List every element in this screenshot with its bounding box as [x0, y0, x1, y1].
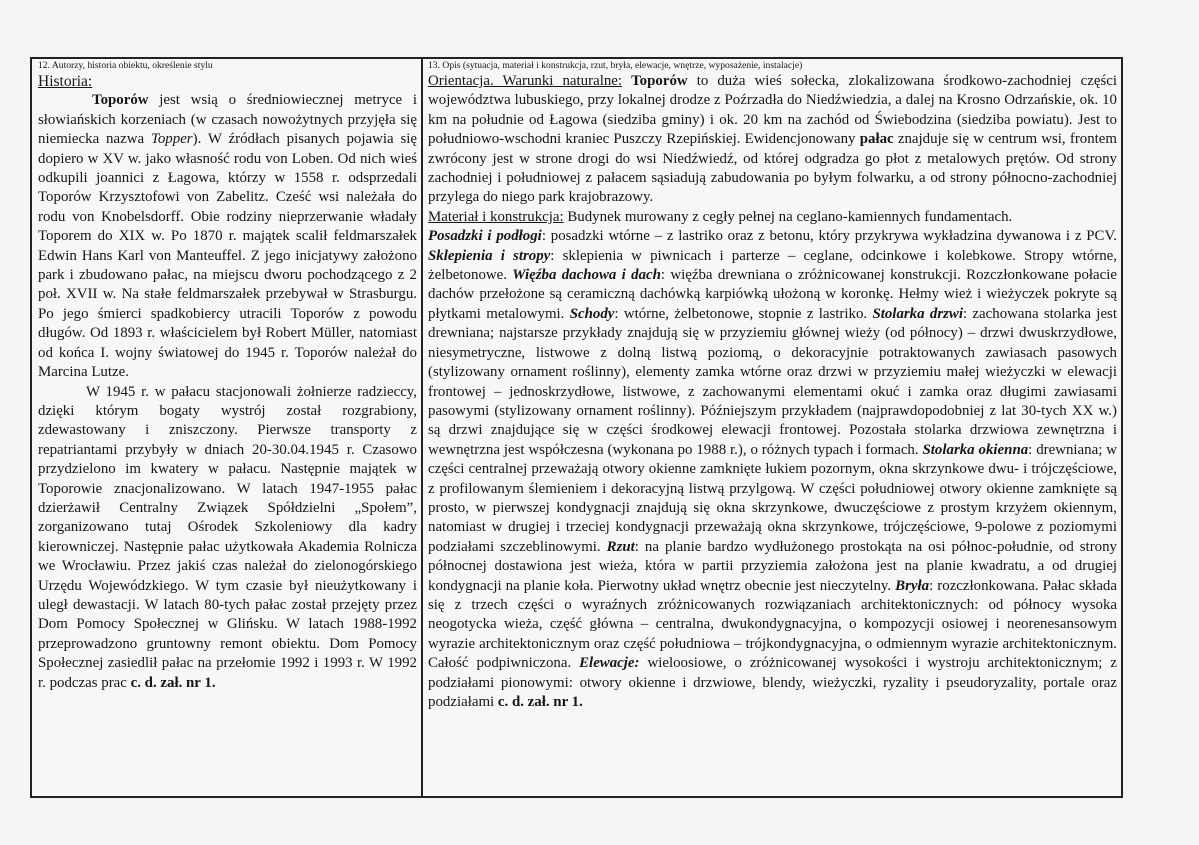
description-header: 13. Opis (sytuacja, materiał i konstrukcja, rzut, bryła, elewacje, wnętrze, wyposażenie, instalacje): [428, 60, 803, 71]
village-name: Toporów: [92, 92, 149, 109]
history-paragraph-1: Toporów jest wsią o średniowiecznej metryce i słowiańskich korzeniach (w czasach nowożytnych przyjęła się niemiecka nazwa Topper). W źródłach pisanych pojawia się dopiero w XV w. jako własność rodu von Loben. Od nich wieś odkupili joannici z Łagowa, którzy w 1558 r. odsprzedali Toporów Krzysztofowi von Zabelitz. Cześć wsi należała do rodu von Knobelsdorff. Obie rodziny nieprzerwanie władały Toporem do XIX w. Po 1870 r. majątek scalił feldmarszałek Edwin Hans Karl von Manteuffel. Z jego inicjatywy założono park i zbudowano pałac, na miejscu dworu pochodzącego z 2 poł. XVII w. Na stałe feldmarszałek przebywał w Strasburgu. Po jego śmierci spadkobiercy utracili Toporów z powodu długów. Od 1893 r. właścicielem był Robert Müller, natomiast od końca I. wojny światowej do 1945 r. Toporów należał do Marcina Lutze.: [38, 92, 418, 381]
description-column: [423, 59, 1121, 796]
history-column: [32, 59, 423, 796]
german-name: Topper: [150, 131, 193, 148]
document-sheet: [30, 57, 1123, 798]
stairs-label: Schody: [569, 305, 615, 322]
windows-label: Stolarka okienna: [922, 441, 1029, 458]
floors-label: Posadzki i podłogi: [428, 228, 542, 245]
history-title: Historia:: [38, 73, 93, 90]
material-paragraph: Materiał i konstrukcja: Budynek murowany z cegły pełnej na ceglano-kamiennych fundamentach.: [428, 208, 1013, 225]
history-paragraph-2: W 1945 r. w pałacu stacjonowali żołnierze radzieccy, dzięki którym bogaty wystrój został rozgrabiony, zdewastowany i zniszczony. Pierwsze transporty z repatriantami przybyły w dniach 20-30.04.1945 r. Czasowo przydzielono im kwatery w pałacu. Następnie majątek w Toporowie znacjonalizowano. W latach 1947-1955 pałac dzierżawił Centralny Związek Spółdzielni „Społem”, zorganizowano tutaj Ośrodek Szkoleniowy dla kadry kierowniczej. Następnie pałac użytkowała Akademia Rolnicza we Wrocławiu. Przez jakiś czas należał do zielonogórskiego Urzędu Wojewódzkiego. W tym czasie był nieużytkowany i uległ dewastacji. W latach 80-tych pałac został przejęty przez Dom Pomocy Społecznej w Glińsku. W latach 1988-1992 przeprowadzono gruntowny remont obiektu. Dom Pomocy Społecznej zasiedlił pałac na przełomie 1992 i 1993 r. W 1992 r. podczas prac c. d. zał. nr 1.: [38, 383, 417, 691]
construction-paragraph: Posadzki i podłogi: posadzki wtórne – z lastriko oraz z betonu, który przykrywa wykładzina dywanowa i z PCV. Sklepienia i stropy: sklepienia w piwnicach i parterze – ceglane, odcinkowe i kolebkowe. Stropy wtórne, żelbetonowe. Więźba dachowa i dach: więźba drewniana o zróżnicowanej konstrukcji. Rozczłonkowane połacie dachów przełożone są ceramiczną dachówką karpiówką ułożoną w koronkę. Hełmy wież i wieżyczek pokryte są płytkami metalowymi. Schody: wtórne, żelbetonowe, stopnie z lastriko. Stolarka drzwi: zachowana stolarka jest drewniana; najstarsze przykłady znajdują się w przyziemiu głównej wieży (od północy) – drzwi dwuskrzydłowe, niesymetryczne, listwowe z dolną listwą poziomą, o dekoracyjnie potraktowanych zawiasach pasowych (stylizowany ornament roślinny), elementy zamka wtórne oraz drzwi w przyziemiu małej wieżyczki w elewacji frontowej – jednoskrzydłowe, listwowe, z zachowanymi elementami okuć i zamka oraz długimi zawiasami pasowymi (stylizowany ornament roślinny). Późniejszym przykładem (najprawdopodobniej z lat 30-tych XX w.) są drzwi znajdujące się w części środkowej elewacji frontowej. Pozostała stolarka drzwiowa zewnętrzna i wewnętrzna jest współczesna (wykonana po 1988 r.), o różnych typach i formach. Stolarka okienna: drewniana; w części centralnej przeważają otwory okienne zamknięte łukiem pozornym, okna skrzynkowe dwu- i trójczęściowe, z profilowanym ślemieniem i dekoracyjną listwą przylgową. W części południowej otwory okienne zamknięte są prosto, w pierwszej kondygnacji znajdują się okna skrzynkowe, dwuczęściowe z prostym krzyżem okiennym, natomiast w drugiej i trzeciej kondygnacji przeważają okna skrzynkowe, trójczęściowe, 9-polowe z poziomymi podziałami szczeblinowymi. Rzut: na planie bardzo wydłużonego prostokąta na osi północ-południe, od strony północnej dostawiona jest wieża, która w partii przyziemia założona jest na planie kwadratu, a od drugiej kondygnacji na planie koła. Pierwotny układ wnętrz obecnie jest nieczytelny. Bryła: rozczłonkowana. Pałac składa się z trzech części o wyraźnych zróżnicowanych rozwiązaniach architektonicznych: od północy wysoka neogotycka wieża, część główna – centralna, dwukondygnacyjna, o kompozycji osiowej i neorenesansowym wyrazie architektonicznym oraz część południowa – trójkondygnacyjna, o odmiennym wyrazie architektonicznym. Całość podpiwniczona. Elewacje: wieloosiowe, o zróżnicowanej wysokości i wystroju architektonicznym; z podziałami pionowymi: otwory okienne i drzwiowe, blendy, wieżyczki, ryzality i pseudoryzality, portale oraz podziałami c. d. zał. nr 1.: [428, 228, 1117, 710]
roof-label: Więźba dachowa i dach: [512, 267, 661, 284]
facades-label: Elewacje:: [579, 655, 640, 672]
continuation-ref-right: c. d. zał. nr 1.: [497, 694, 583, 710]
material-title: Materiał i konstrukcja:: [428, 208, 564, 225]
orientation-paragraph: Orientacja. Warunki naturalne: Toporów to duża wieś sołecka, zlokalizowana środkowo-zachodniej części województwa lubuskiego, przy lokalnej drodze z Poźrzadła do Niedźwiedzia, a dalej na Krosno Odrzańskie, ok. 10 km na południe od Łagowa (siedziba gminy) i ok. 20 km na zachód od Świebodzina (siedziba powiatu). Jest to południowo-wschodni kraniec Puszczy Rzepińskiej. Ewidencjonowany pałac znajduje się w centrum wsi, frontem zwrócony jest w strone drogi do wsi Niedźwiedź, od której odgradza go płot z metalowych prętów. Od strony zachodniej i południowej z pałacem sąsiadują zabudowania po byłym folwarku, a od strony północno-zachodniej przylega do niego park krajobrazowy.: [428, 73, 1118, 206]
plan-label: Rzut: [606, 538, 635, 555]
orientation-title: Orientacja. Warunki naturalne:: [428, 73, 623, 89]
history-header: 12. Autorzy, historia obiektu, określenie stylu: [38, 60, 213, 71]
doors-label: Stolarka drzwi: [872, 305, 963, 322]
vaults-label: Sklepienia i stropy: [428, 247, 551, 264]
continuation-ref-left: c. d. zał. nr 1.: [130, 674, 216, 691]
mass-label: Bryła: [895, 577, 930, 594]
